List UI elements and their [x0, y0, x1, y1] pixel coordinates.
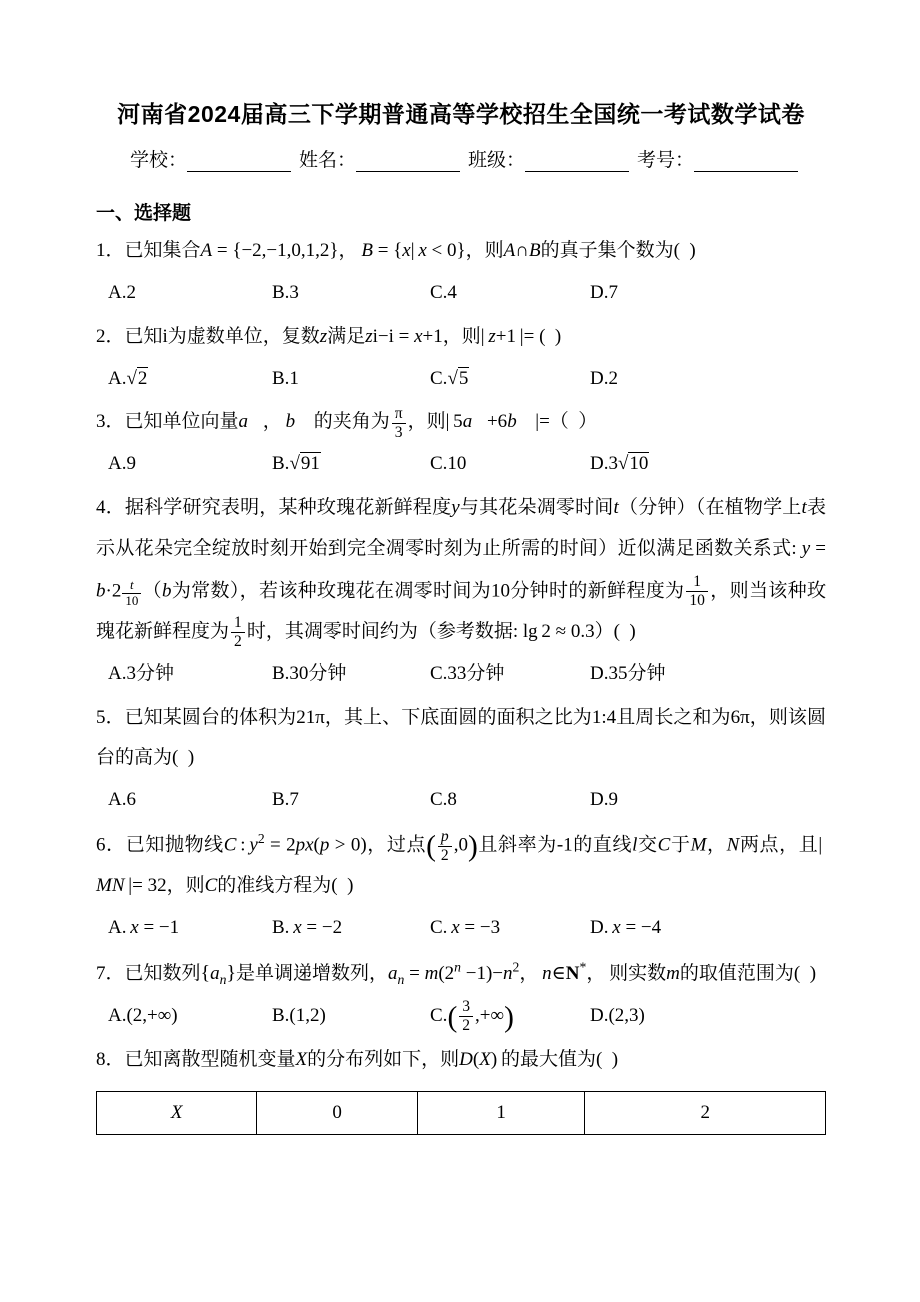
question-7-stem: 7．已知数列$\{a_n\}$是单调递增数列，$a_n = m(2^n -1)-n^2$， n∈N*， 则实数m的取值范围为( )	[96, 959, 817, 987]
question-6-option-c: C. x = −3	[430, 917, 501, 939]
question-2-option-d: D.2	[590, 367, 618, 389]
question-3-options	[96, 444, 826, 485]
question-5-option-c: C.8	[430, 789, 457, 811]
name-label: 姓名：	[298, 150, 356, 171]
question-6-stem: 6．已知抛物线C : $y^2 = 2px(p > 0)$，过点( $\frac{p}{2}$ ,0)且斜率为-1的直线l交C于M，N两点，且| MN |= 32，则C的准线方程为( )	[96, 827, 827, 897]
question-7-option-d: D.(2,3)	[590, 1004, 645, 1026]
question-1-option-b: B.3	[272, 281, 299, 303]
question-6	[96, 824, 826, 949]
question-5-options	[96, 780, 826, 821]
name-blank	[356, 150, 460, 172]
examno-label: 考号：	[636, 150, 694, 171]
name-field	[299, 145, 460, 172]
question-1-option-d: D.7	[590, 281, 618, 303]
question-4-option-b: B.30分钟	[272, 662, 347, 684]
question-6-option-d: D. x = −4	[590, 917, 662, 939]
question-7	[96, 952, 826, 1037]
question-2-options	[96, 359, 826, 400]
question-4-options	[96, 654, 826, 695]
question-8-stem: 8．已知离散型随机变量X的分布列如下，则D(X) 的最大值为( )	[96, 1048, 619, 1070]
question-2-option-c: C.√5	[430, 367, 469, 389]
question-3-option-c: C.10	[430, 453, 467, 475]
page-title: 河南省2024届高三下学期普通高等学校招生全国统一考试数学试卷	[117, 101, 805, 127]
question-1-stem: 1．已知集合A = {−2,−1,0,1,2}， B = {x| x < 0}，则A∩B的真子集个数为( )	[96, 240, 696, 261]
question-1-option-a: A.2	[108, 281, 136, 303]
question-1-option-c: C.4	[430, 281, 457, 303]
question-3-stem: 3．已知单位向量a⃗， b⃗ 的夹角为 $\frac{\pi}{3}$ ，则| 5a⃗+6b⃗ |=（ ）	[96, 404, 598, 441]
question-4	[96, 488, 826, 695]
question-3-option-b: B.√91	[272, 453, 320, 475]
question-3	[96, 402, 826, 485]
school-field	[130, 145, 291, 172]
question-8	[96, 1040, 826, 1135]
question-1	[96, 231, 826, 314]
question-3-option-d: D.3√10	[590, 453, 649, 475]
question-5	[96, 698, 826, 822]
question-5-option-b: B.7	[272, 789, 299, 811]
question-4-option-d: D.35分钟	[590, 662, 666, 684]
question-5-option-a: A.6	[108, 789, 136, 811]
question-2-option-a: A.√2	[108, 367, 148, 389]
question-5-stem: 5．已知某圆台的体积为21π，其上、下底面圆的面积之比为1:4且周长之和为6π，则该圆台的高为( )	[96, 706, 826, 769]
question-1-options	[96, 273, 826, 314]
question-3-option-a: A.9	[108, 453, 136, 475]
question-6-options	[96, 908, 826, 949]
section-heading-choice: 一、选择题	[96, 203, 192, 224]
school-label: 学校：	[130, 150, 188, 171]
question-4-stem: 4．据科学研究表明，某种玫瑰花新鲜程度y与其花朵凋零时间t（分钟）（在植物学上t表示从花朵完全绽放时刻开始到完全凋零时刻为止所需的时间）近似满足函数关系式: y = b·2 $^{\frac{t}{10}}$ （b为常数），若该种玫瑰花在凋零时间为10分钟时的新鲜程度为 $\frac{1}{10}$ ，则当该种玫瑰花新鲜程度为 $\frac{1}{2}$ 时，其凋零时间约为（参考数据: lg 2 ≈ 0.3）( )	[96, 497, 827, 651]
question-6-option-a: A. x = −1	[108, 917, 180, 939]
question-4-option-c: C.33分钟	[430, 662, 505, 684]
table-cell-x: X	[97, 1091, 257, 1134]
table-cell-0: 0	[257, 1091, 417, 1134]
question-6-option-b: B. x = −2	[272, 917, 343, 939]
question-4-option-a: A.3分钟	[108, 662, 174, 684]
distribution-table	[96, 1091, 826, 1135]
question-7-option-b: B.(1,2)	[272, 1004, 326, 1026]
question-5-option-d: D.9	[590, 789, 618, 811]
question-2	[96, 317, 826, 400]
table-cell-1: 1	[417, 1091, 585, 1134]
table-cell-2: 2	[585, 1091, 826, 1134]
examno-blank	[694, 150, 798, 172]
class-blank	[525, 150, 629, 172]
class-field	[468, 145, 629, 172]
question-7-options	[96, 996, 826, 1037]
school-blank	[187, 150, 291, 172]
question-2-option-b: B.1	[272, 367, 299, 389]
class-label: 班级：	[467, 150, 525, 171]
info-line	[96, 145, 826, 172]
question-2-stem: 2．已知i为虚数单位，复数z满足zi−i = x+1，则| z+1 |= ( )	[96, 325, 562, 347]
question-7-option-c: C.( $\frac{3}{2}$ ,+∞)	[430, 998, 514, 1035]
question-7-option-a: A.(2,+∞)	[108, 1004, 178, 1026]
examno-field	[637, 145, 798, 172]
table-row	[97, 1091, 826, 1134]
